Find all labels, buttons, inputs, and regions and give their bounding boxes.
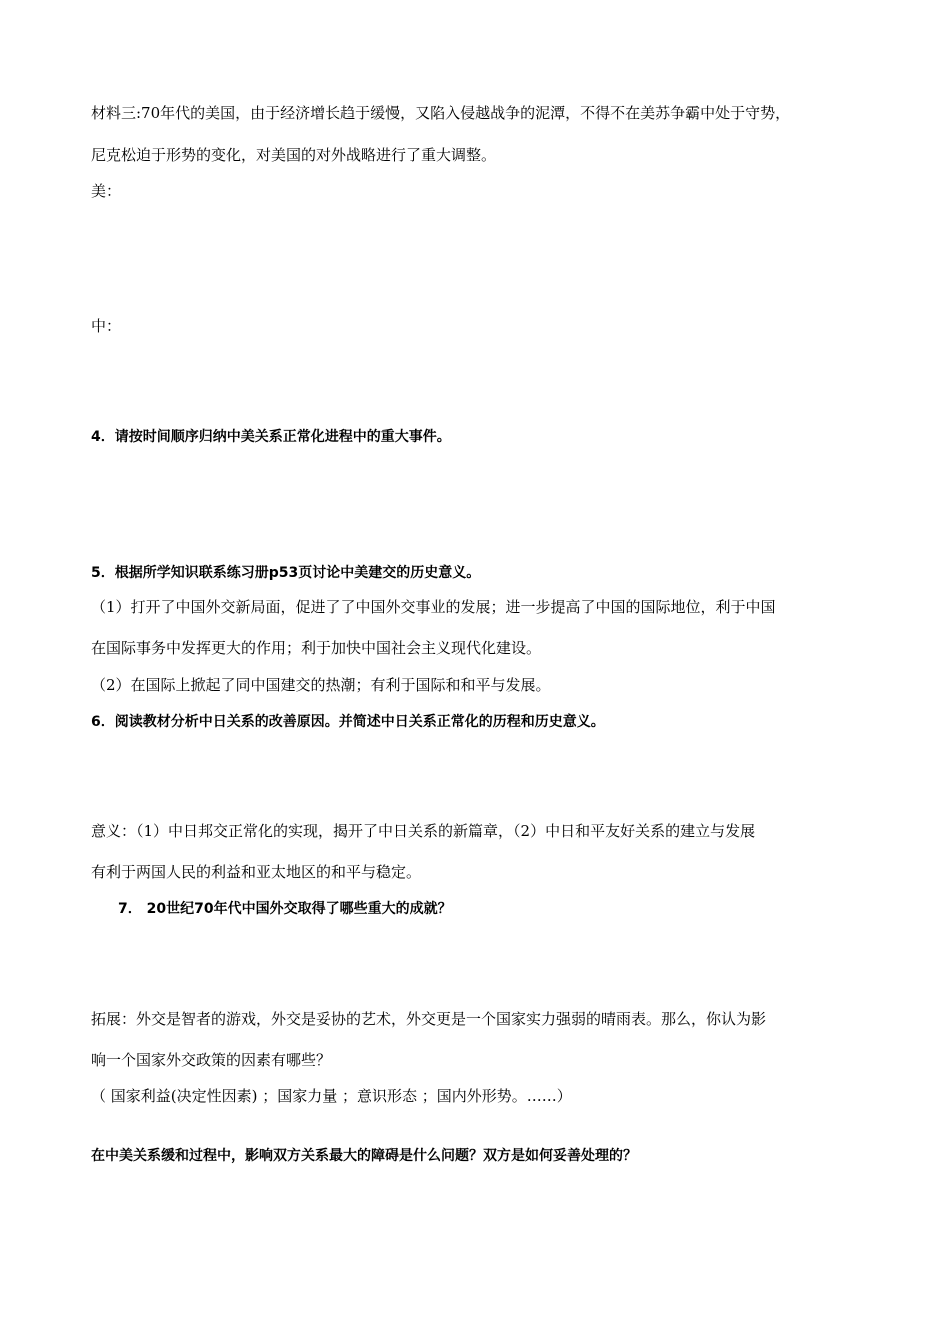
question-5-answer-1-line-2: 在国际事务中发挥更大的作用；利于加快中国社会主义现代化建设。 <box>91 639 542 657</box>
question-4: 4．请按时间顺序归纳中美关系正常化进程中的重大事件。 <box>91 429 451 445</box>
china-answer-label: 中： <box>91 317 122 335</box>
final-question: 在中美关系缓和过程中，影响双方关系最大的障碍是什么问题？双方是如何妥善处理的？ <box>91 1148 637 1164</box>
material-three-line-1: 材料三:70年代的美国，由于经济增长趋于缓慢，又陷入侵越战争的泥潭，不得不在美苏争霸中处于守势， <box>91 104 791 122</box>
question-6: 6．阅读教材分析中日关系的改善原因。并简述中日关系正常化的历程和历史意义。 <box>91 714 605 730</box>
question-5-answer-1-line-1: （1）打开了中国外交新局面，促进了了中国外交事业的发展；进一步提高了中国的国际地位，利于中国 <box>91 598 776 616</box>
material-three-line-2: 尼克松迫于形势的变化，对美国的对外战略进行了重大调整。 <box>91 146 497 164</box>
extension-factors: （ 国家利益(决定性因素) ；国家力量 ；意识形态 ；国内外形势。……） <box>91 1087 572 1105</box>
extension-line-1: 拓展：外交是智者的游戏，外交是妥协的艺术，外交更是一个国家实力强弱的晴雨表。那么，你认为影 <box>91 1010 767 1028</box>
us-answer-label: 美： <box>91 182 122 200</box>
extension-line-2: 响一个国家外交政策的因素有哪些？ <box>91 1051 332 1069</box>
question-5: 5．根据所学知识联系练习册p53页讨论中美建交的历史意义。 <box>91 565 481 581</box>
question-7: 7． 20世纪70年代中国外交取得了哪些重大的成就？ <box>118 901 452 917</box>
question-6-meaning-line-1: 意义：（1）中日邦交正常化的实现，揭开了中日关系的新篇章，（2）中日和平友好关系的建立与发展 <box>91 822 756 840</box>
question-6-meaning-line-2: 有利于两国人民的利益和亚太地区的和平与稳定。 <box>91 863 422 881</box>
question-5-answer-2: （2）在国际上掀起了同中国建交的热潮；有利于国际和和平与发展。 <box>91 676 551 694</box>
